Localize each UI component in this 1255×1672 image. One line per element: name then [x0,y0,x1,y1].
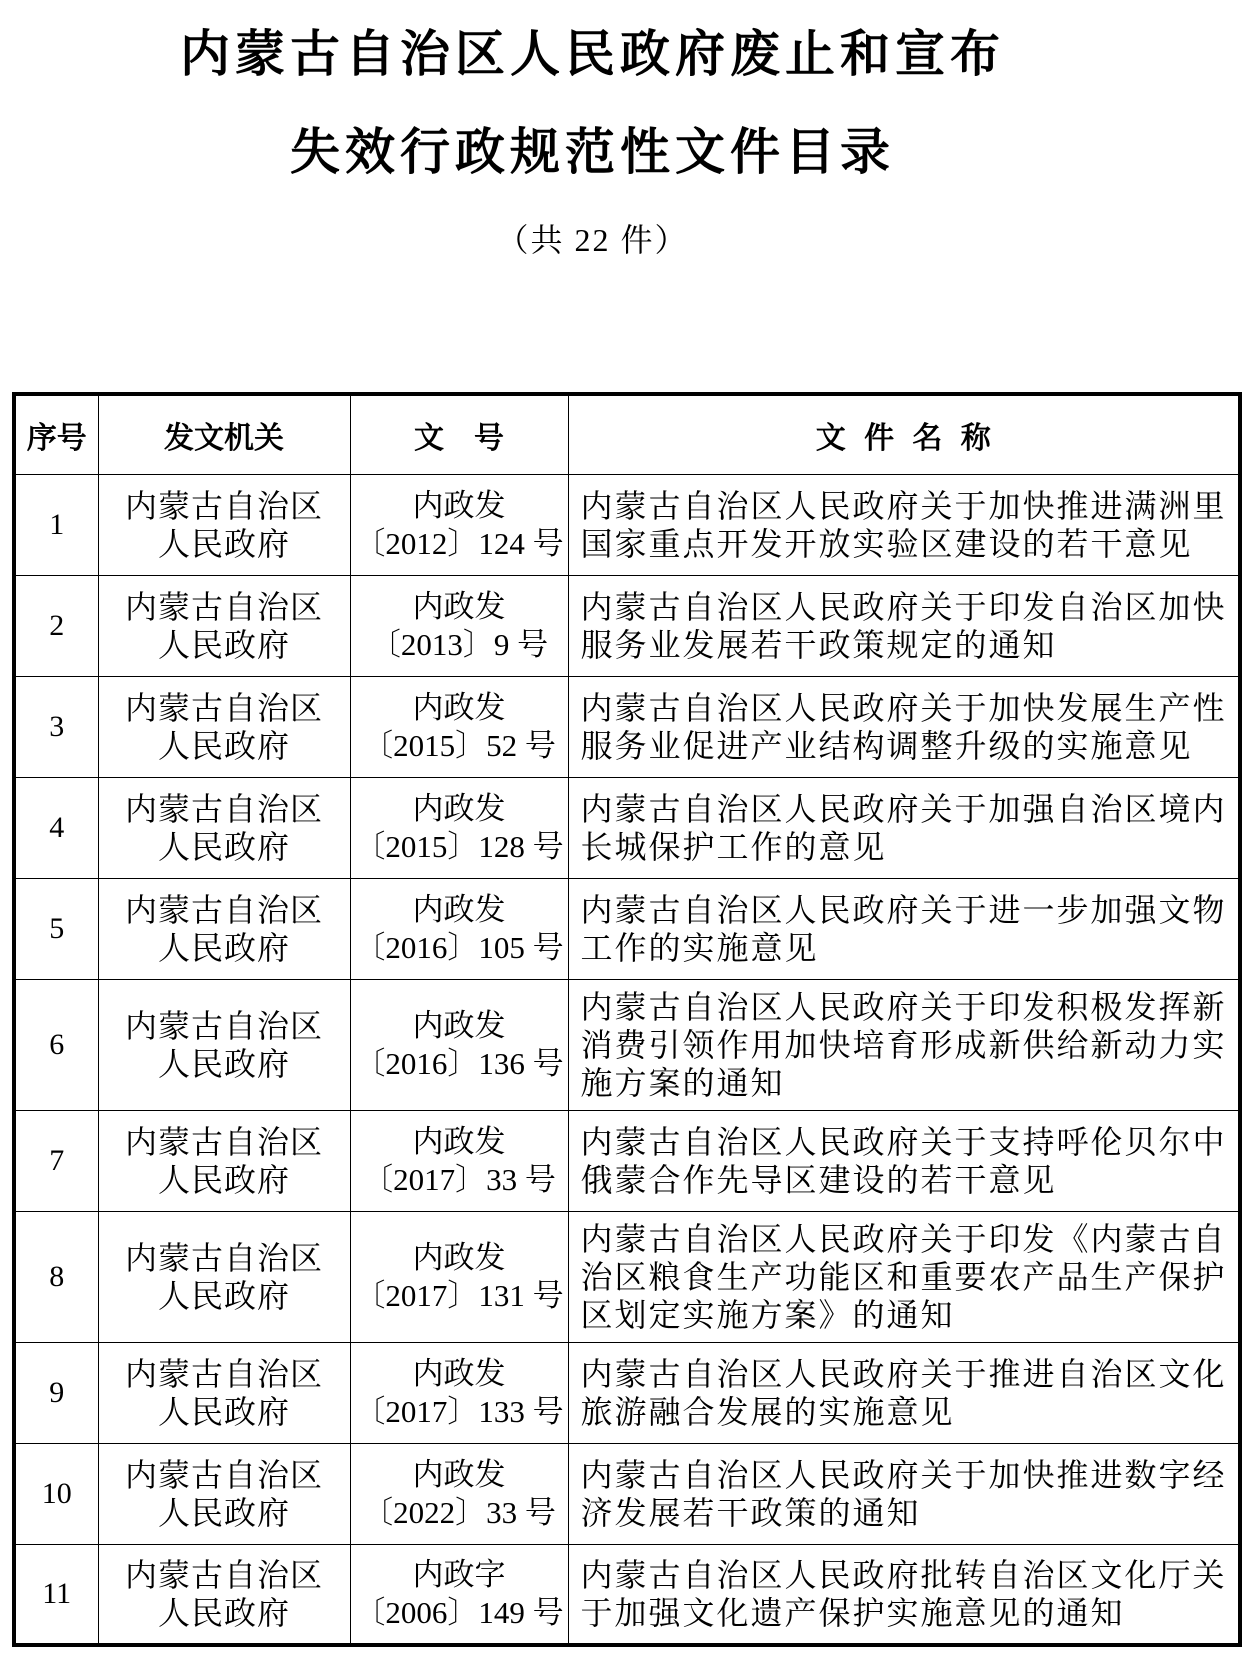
agency-line-2: 人民政府 [157,828,290,865]
cell-doc-title: 内蒙古自治区人民政府关于印发《内蒙古自治区粮食生产功能区和重要农产品生产保护区划定实施方案》的通知 [568,1211,1240,1342]
cell-index: 4 [14,777,98,878]
cell-index: 2 [14,575,98,676]
col-header-doc-title: 文 件 名 称 [568,394,1240,474]
cell-doc-number [350,878,568,979]
cell-agency [98,1211,350,1342]
doc-number-code: 〔2016〕136 号 [354,1045,564,1081]
doc-number-code: 〔2015〕128 号 [354,828,564,864]
doc-number-code: 〔2017〕33 号 [362,1161,556,1197]
table-row [14,878,1240,979]
agency-line-1: 内蒙古自治区 [124,588,323,625]
agency-line-1: 内蒙古自治区 [124,790,323,827]
agency-line-2: 人民政府 [157,1594,290,1631]
agency-line-2: 人民政府 [157,929,290,966]
table-row [14,1110,1240,1211]
cell-index: 11 [14,1544,98,1645]
cell-doc-number [350,1211,568,1342]
cell-doc-title: 内蒙古自治区人民政府关于加快推进满洲里国家重点开发开放实验区建设的若干意见 [568,474,1240,575]
cell-index: 1 [14,474,98,575]
agency-line-2: 人民政府 [157,1393,290,1430]
table-row [14,777,1240,878]
table-row [14,575,1240,676]
documents-table [12,392,1242,1647]
doc-number-prefix: 内政发 [412,588,506,624]
cell-agency [98,474,350,575]
table-row [14,474,1240,575]
table-row [14,676,1240,777]
col-header-doc-number: 文 号 [350,394,568,474]
cell-doc-number [350,575,568,676]
doc-number-prefix: 内政发 [412,1239,506,1275]
doc-number-code: 〔2013〕9 号 [369,626,549,662]
cell-agency [98,1110,350,1211]
cell-agency [98,979,350,1110]
table-row [14,1211,1240,1342]
agency-line-1: 内蒙古自治区 [124,487,323,524]
agency-line-1: 内蒙古自治区 [124,1456,323,1493]
agency-line-2: 人民政府 [157,727,290,764]
document-subtitle: （共 22 件） [496,222,689,258]
doc-number-code: 〔2015〕52 号 [362,727,556,763]
table-row [14,1544,1240,1645]
doc-number-prefix: 内政发 [412,1456,506,1492]
doc-number-code: 〔2017〕131 号 [354,1277,564,1313]
cell-doc-number [350,676,568,777]
agency-line-1: 内蒙古自治区 [124,1007,323,1044]
doc-number-prefix: 内政发 [412,1355,506,1391]
cell-agency [98,1342,350,1443]
doc-number-code: 〔2022〕33 号 [362,1494,556,1530]
agency-line-2: 人民政府 [157,1494,290,1531]
cell-doc-title: 内蒙古自治区人民政府关于印发自治区加快服务业发展若干政策规定的通知 [568,575,1240,676]
agency-line-2: 人民政府 [157,1277,290,1314]
doc-number-code: 〔2012〕124 号 [354,525,564,561]
table-row [14,1342,1240,1443]
doc-number-prefix: 内政发 [412,790,506,826]
doc-number-code: 〔2016〕105 号 [354,929,564,965]
col-header-agency: 发文机关 [98,394,350,474]
agency-line-1: 内蒙古自治区 [124,1556,323,1593]
document-title-line1: 内蒙古自治区人民政府废止和宣布 [180,26,1005,82]
cell-index: 9 [14,1342,98,1443]
cell-doc-title: 内蒙古自治区人民政府关于加快发展生产性服务业促进产业结构调整升级的实施意见 [568,676,1240,777]
agency-line-1: 内蒙古自治区 [124,689,323,726]
table-header [14,394,1240,474]
table-body [14,474,1240,1645]
doc-number-prefix: 内政发 [412,689,506,725]
cell-index: 3 [14,676,98,777]
cell-index: 10 [14,1443,98,1544]
agency-line-2: 人民政府 [157,626,290,663]
cell-agency [98,777,350,878]
document-title-line2: 失效行政规范性文件目录 [290,124,895,180]
doc-number-prefix: 内政发 [412,891,506,927]
doc-number-code: 〔2006〕149 号 [354,1594,564,1630]
cell-doc-title: 内蒙古自治区人民政府批转自治区文化厅关于加强文化遗产保护实施意见的通知 [568,1544,1240,1645]
cell-doc-title: 内蒙古自治区人民政府关于印发积极发挥新消费引领作用加快培育形成新供给新动力实施方案的通知 [568,979,1240,1110]
doc-number-prefix: 内政发 [412,1007,506,1043]
cell-agency [98,1443,350,1544]
cell-index: 7 [14,1110,98,1211]
table-row [14,979,1240,1110]
cell-doc-title: 内蒙古自治区人民政府关于推进自治区文化旅游融合发展的实施意见 [568,1342,1240,1443]
cell-index: 8 [14,1211,98,1342]
cell-doc-number [350,1544,568,1645]
cell-doc-title: 内蒙古自治区人民政府关于支持呼伦贝尔中俄蒙合作先导区建设的若干意见 [568,1110,1240,1211]
agency-line-1: 内蒙古自治区 [124,891,323,928]
agency-line-1: 内蒙古自治区 [124,1239,323,1276]
cell-doc-number [350,777,568,878]
table-header-row [14,394,1240,474]
agency-line-2: 人民政府 [157,1161,290,1198]
agency-line-1: 内蒙古自治区 [124,1123,323,1160]
cell-doc-number [350,1110,568,1211]
doc-number-code: 〔2017〕133 号 [354,1393,564,1429]
cell-doc-number [350,979,568,1110]
table-row [14,1443,1240,1544]
doc-number-prefix: 内政发 [412,487,506,523]
cell-doc-number [350,474,568,575]
cell-agency [98,676,350,777]
cell-index: 5 [14,878,98,979]
agency-line-1: 内蒙古自治区 [124,1355,323,1392]
doc-number-prefix: 内政发 [412,1123,506,1159]
cell-agency [98,878,350,979]
cell-agency [98,575,350,676]
cell-doc-number [350,1342,568,1443]
cell-index: 6 [14,979,98,1110]
cell-doc-title: 内蒙古自治区人民政府关于加快推进数字经济发展若干政策的通知 [568,1443,1240,1544]
agency-line-2: 人民政府 [157,1045,290,1082]
cell-agency [98,1544,350,1645]
doc-number-prefix: 内政字 [412,1556,506,1592]
agency-line-2: 人民政府 [157,525,290,562]
cell-doc-title: 内蒙古自治区人民政府关于进一步加强文物工作的实施意见 [568,878,1240,979]
cell-doc-number [350,1443,568,1544]
cell-doc-title: 内蒙古自治区人民政府关于加强自治区境内长城保护工作的意见 [568,777,1240,878]
document-heading [0,24,1255,260]
col-header-index: 序号 [14,394,98,474]
